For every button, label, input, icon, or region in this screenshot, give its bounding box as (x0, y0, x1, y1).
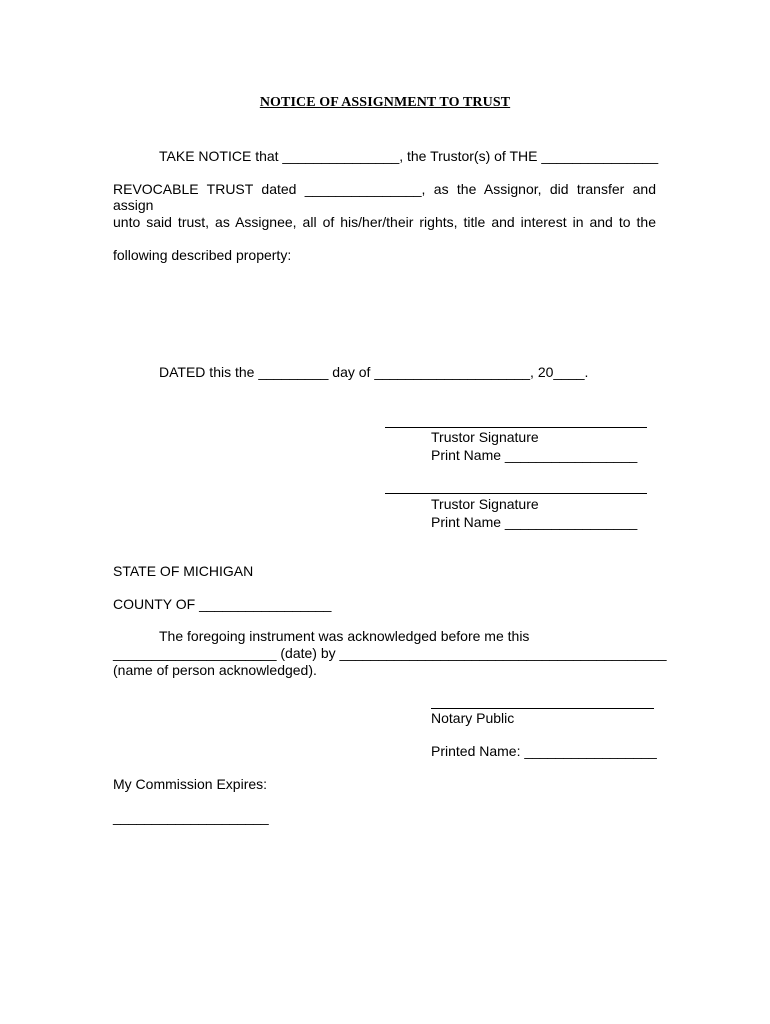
body-line-2: REVOCABLE TRUST dated _______________, as the Assignor, did transfer and assign (113, 181, 656, 213)
signature-line-2 (385, 493, 647, 494)
notary-label: Notary Public (431, 710, 515, 726)
state-line: STATE OF MICHIGAN (113, 563, 254, 579)
ack-line-1: The foregoing instrument was acknowledged before me this (159, 628, 530, 644)
commission-expires-label: My Commission Expires: (113, 776, 268, 792)
commission-expires-blank: ____________________ (113, 809, 269, 825)
ack-line-3: (name of person acknowledged). (113, 662, 317, 678)
ack-line-2: _____________________ (date) by __________________________________________ (113, 645, 667, 661)
print-name-2: Print Name _________________ (431, 514, 638, 530)
signature-label-2: Trustor Signature (431, 496, 539, 512)
document-title: NOTICE OF ASSIGNMENT TO TRUST (259, 95, 511, 110)
signature-line-1 (385, 427, 647, 428)
notary-signature-line (431, 708, 654, 709)
print-name-1: Print Name _________________ (431, 447, 638, 463)
dated-line: DATED this the _________ day of ____________________, 20____. (159, 364, 589, 380)
county-line: COUNTY OF _________________ (113, 596, 332, 612)
body-line-1: TAKE NOTICE that _______________, the Trustor(s) of THE _______________ (159, 148, 659, 164)
signature-label-1: Trustor Signature (431, 429, 539, 445)
body-line-4: following described property: (113, 247, 292, 263)
body-line-3: unto said trust, as Assignee, all of his/her/their rights, title and interest in and to the (113, 214, 656, 230)
printed-name-line: Printed Name: _________________ (431, 743, 657, 759)
